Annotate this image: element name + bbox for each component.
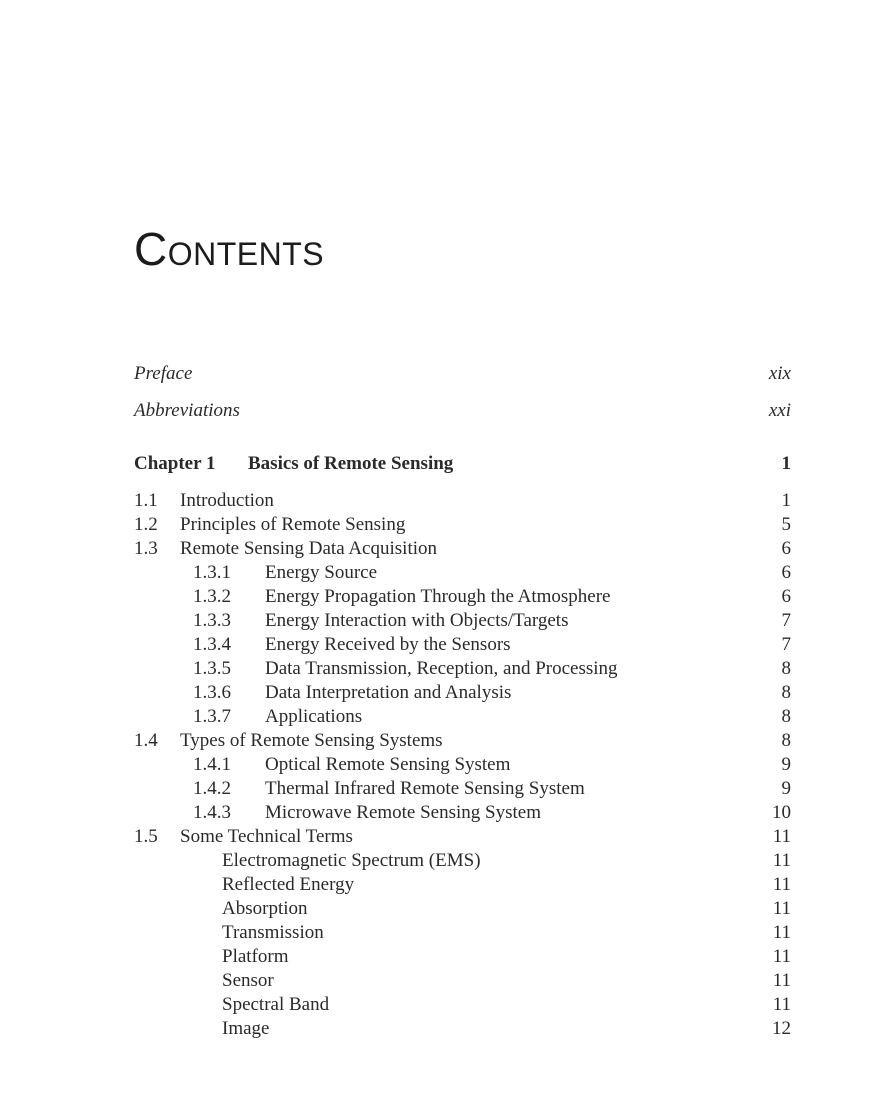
entry-page: 8 — [781, 706, 791, 727]
toc-entry[interactable] — [134, 681, 791, 705]
entry-title: Energy Received by the Sensors — [265, 634, 511, 655]
entry-page: 11 — [772, 874, 791, 895]
toc-entry[interactable] — [134, 777, 791, 801]
entry-page: 8 — [781, 682, 791, 703]
toc-entry[interactable] — [134, 729, 791, 753]
entry-title: Electromagnetic Spectrum (EMS) — [222, 850, 481, 871]
entry-title: Spectral Band — [222, 994, 330, 1015]
entry-page: 11 — [772, 922, 791, 943]
entry-number: 1.4.3 — [193, 802, 231, 823]
toc-chapter-1[interactable] — [134, 452, 791, 476]
toc-entry[interactable] — [134, 897, 791, 921]
toc-entry[interactable] — [134, 873, 791, 897]
entry-page: 11 — [772, 850, 791, 871]
entry-title: Reflected Energy — [222, 874, 355, 895]
entry-number: 1.3.4 — [193, 634, 231, 655]
entry-number: 1.1 — [134, 490, 158, 511]
entry-page: 12 — [772, 1018, 791, 1039]
toc-entry[interactable] — [134, 801, 791, 825]
toc-entry[interactable] — [134, 657, 791, 681]
toc-entry[interactable] — [134, 945, 791, 969]
toc-front-abbreviations[interactable] — [134, 399, 791, 436]
page-title — [134, 223, 325, 275]
entry-title: Remote Sensing Data Acquisition — [180, 538, 438, 559]
entry-title: Energy Source — [265, 562, 378, 583]
toc-entry[interactable] — [134, 969, 791, 993]
entry-page: 10 — [772, 802, 791, 823]
toc-entry[interactable] — [134, 849, 791, 873]
entry-title: Optical Remote Sensing System — [265, 754, 511, 775]
entry-title: Transmission — [222, 922, 324, 943]
entry-number: 1.3 — [134, 538, 158, 559]
entry-page: 6 — [781, 586, 791, 607]
toc-entry[interactable] — [134, 561, 791, 585]
entry-page: 11 — [772, 946, 791, 967]
toc-page: xxi — [768, 400, 791, 421]
entry-page: 9 — [781, 754, 791, 775]
entry-page: 6 — [781, 538, 791, 559]
entry-title: Data Transmission, Reception, and Processing — [265, 658, 618, 679]
entry-number: 1.4 — [134, 730, 158, 751]
entry-title: Absorption — [222, 898, 308, 919]
toc-entry[interactable] — [134, 921, 791, 945]
toc-entry[interactable] — [134, 489, 791, 513]
toc-label: Preface — [134, 363, 193, 384]
entry-page: 6 — [781, 562, 791, 583]
entry-page: 5 — [781, 514, 791, 535]
toc-entry[interactable] — [134, 513, 791, 537]
title-initial: C — [134, 223, 168, 275]
entry-number: 1.4.1 — [193, 754, 231, 775]
entry-page: 11 — [772, 826, 791, 847]
entry-number: 1.4.2 — [193, 778, 231, 799]
entry-number: 1.3.2 — [193, 586, 231, 607]
entry-page: 11 — [772, 994, 791, 1015]
entry-page: 8 — [781, 658, 791, 679]
toc-entry[interactable] — [134, 585, 791, 609]
toc-entry[interactable] — [134, 537, 791, 561]
entry-title: Platform — [222, 946, 289, 967]
toc-entry[interactable] — [134, 633, 791, 657]
entry-number: 1.2 — [134, 514, 158, 535]
entry-title: Types of Remote Sensing Systems — [180, 730, 443, 751]
entry-number: 1.3.3 — [193, 610, 231, 631]
entry-number: 1.3.1 — [193, 562, 231, 583]
toc-entry[interactable] — [134, 753, 791, 777]
entry-title: Introduction — [180, 490, 274, 511]
entry-title: Some Technical Terms — [180, 826, 353, 847]
toc-entry[interactable] — [134, 993, 791, 1017]
entry-title: Thermal Infrared Remote Sensing System — [265, 778, 585, 799]
entry-title: Image — [222, 1018, 270, 1039]
toc-page: xix — [768, 363, 791, 384]
table-of-contents — [134, 362, 791, 1041]
entry-page: 1 — [781, 490, 791, 511]
toc-entry[interactable] — [134, 705, 791, 729]
title-rest: ONTENTS — [167, 236, 325, 272]
toc-entry[interactable] — [134, 1017, 791, 1041]
entry-number: 1.5 — [134, 826, 158, 847]
entry-number: 1.3.6 — [193, 682, 231, 703]
entry-page: 7 — [781, 634, 791, 655]
chapter-number: Chapter 1 — [134, 453, 216, 474]
chapter-title: Basics of Remote Sensing — [248, 453, 454, 474]
entry-title: Energy Propagation Through the Atmosphere — [265, 586, 611, 607]
entry-page: 7 — [781, 610, 791, 631]
entry-title: Applications — [265, 706, 363, 727]
entry-number: 1.3.5 — [193, 658, 231, 679]
toc-front-preface[interactable] — [134, 362, 791, 399]
entry-page: 11 — [772, 970, 791, 991]
entry-title: Microwave Remote Sensing System — [265, 802, 541, 823]
entry-number: 1.3.7 — [193, 706, 231, 727]
entry-title: Data Interpretation and Analysis — [265, 682, 512, 703]
toc-entry[interactable] — [134, 825, 791, 849]
entry-title: Sensor — [222, 970, 274, 991]
entry-title: Energy Interaction with Objects/Targets — [265, 610, 569, 631]
entry-page: 9 — [781, 778, 791, 799]
entry-page: 11 — [772, 898, 791, 919]
entry-page: 8 — [781, 730, 791, 751]
toc-label: Abbreviations — [134, 400, 240, 421]
toc-entry[interactable] — [134, 609, 791, 633]
entry-title: Principles of Remote Sensing — [180, 514, 406, 535]
chapter-page: 1 — [781, 453, 791, 474]
